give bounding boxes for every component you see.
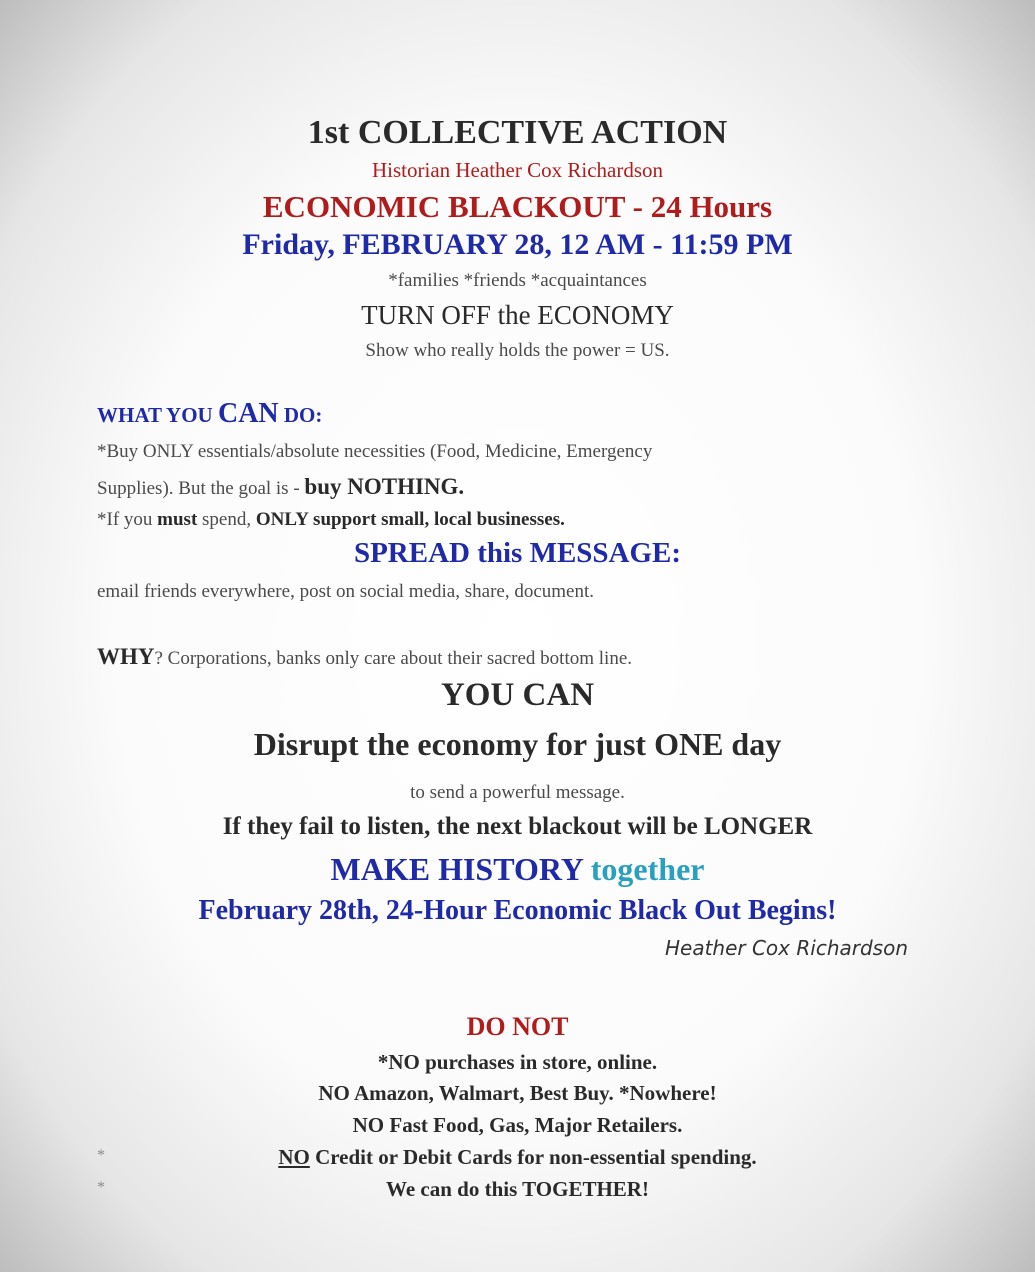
can-do-line-1: *Buy ONLY essentials/absolute necessities (Food, Medicine, Emergency xyxy=(97,441,653,462)
flyer-title: 1st COLLECTIVE ACTION xyxy=(307,114,728,151)
can-do-line-2-emph: buy NOTHING. xyxy=(304,474,465,499)
can-do-line-2 xyxy=(97,474,464,500)
spread-text: email friends everywhere, post on social media, share, document. xyxy=(97,581,594,602)
disrupt-line: Disrupt the economy for just ONE day xyxy=(253,726,782,762)
can-do-heading-emph: CAN xyxy=(217,398,279,429)
make-history-text: MAKE HISTORY xyxy=(330,851,583,887)
audience-line: *families *friends *acquaintances xyxy=(388,270,647,291)
can-do-line-3-a: *If you xyxy=(97,509,158,530)
do-not-line-3: NO Fast Food, Gas, Major Retailers. xyxy=(352,1113,683,1137)
date-line: Friday, FEBRUARY 28, 12 AM - 11:59 PM xyxy=(242,228,793,261)
do-not-line-4-no: NO xyxy=(278,1145,310,1169)
can-do-heading-suffix: DO: xyxy=(278,403,323,427)
spread-heading: SPREAD this MESSAGE: xyxy=(353,537,682,569)
signature: Heather Cox Richardson xyxy=(664,936,908,960)
why-line xyxy=(97,644,632,670)
fail-line: If they fail to listen, the next blackout will be LONGER xyxy=(222,813,813,840)
do-not-line-4-text: Credit or Debit Cards for non-essential spending. xyxy=(309,1145,757,1169)
bullet-star-2: * xyxy=(97,1179,105,1196)
can-do-line-2-text: Supplies). But the goal is - xyxy=(97,478,305,499)
begins-line: February 28th, 24-Hour Economic Black Out Begins! xyxy=(198,895,837,926)
bullet-star-1: * xyxy=(97,1147,105,1164)
you-can: YOU CAN xyxy=(440,677,595,713)
can-do-line-3-support: ONLY support small, local businesses. xyxy=(255,509,565,530)
can-do-heading-prefix: WHAT YOU xyxy=(97,403,218,427)
do-not-line-4 xyxy=(0,1145,1035,1170)
can-do-line-3 xyxy=(97,509,565,531)
together-text: together xyxy=(582,851,705,887)
why-label: WHY xyxy=(97,644,155,669)
do-not-heading: DO NOT xyxy=(466,1012,569,1041)
can-do-heading xyxy=(97,398,322,430)
power-line: Show who really holds the power = US. xyxy=(365,340,670,361)
turn-off-line: TURN OFF the ECONOMY xyxy=(361,300,674,330)
can-do-line-3-must: must xyxy=(157,509,198,530)
byline: Historian Heather Cox Richardson xyxy=(371,158,664,182)
can-do-line-3-c: spend, xyxy=(197,509,256,530)
do-not-line-2: NO Amazon, Walmart, Best Buy. *Nowhere! xyxy=(318,1081,717,1105)
why-text: ? Corporations, banks only care about their sacred bottom line. xyxy=(154,648,633,669)
do-not-line-5: We can do this TOGETHER! xyxy=(386,1177,649,1201)
make-history-line xyxy=(0,851,1035,888)
do-not-line-1: *NO purchases in store, online. xyxy=(377,1050,658,1074)
send-message-line: to send a powerful message. xyxy=(410,782,625,803)
headline: ECONOMIC BLACKOUT - 24 Hours xyxy=(262,189,773,224)
